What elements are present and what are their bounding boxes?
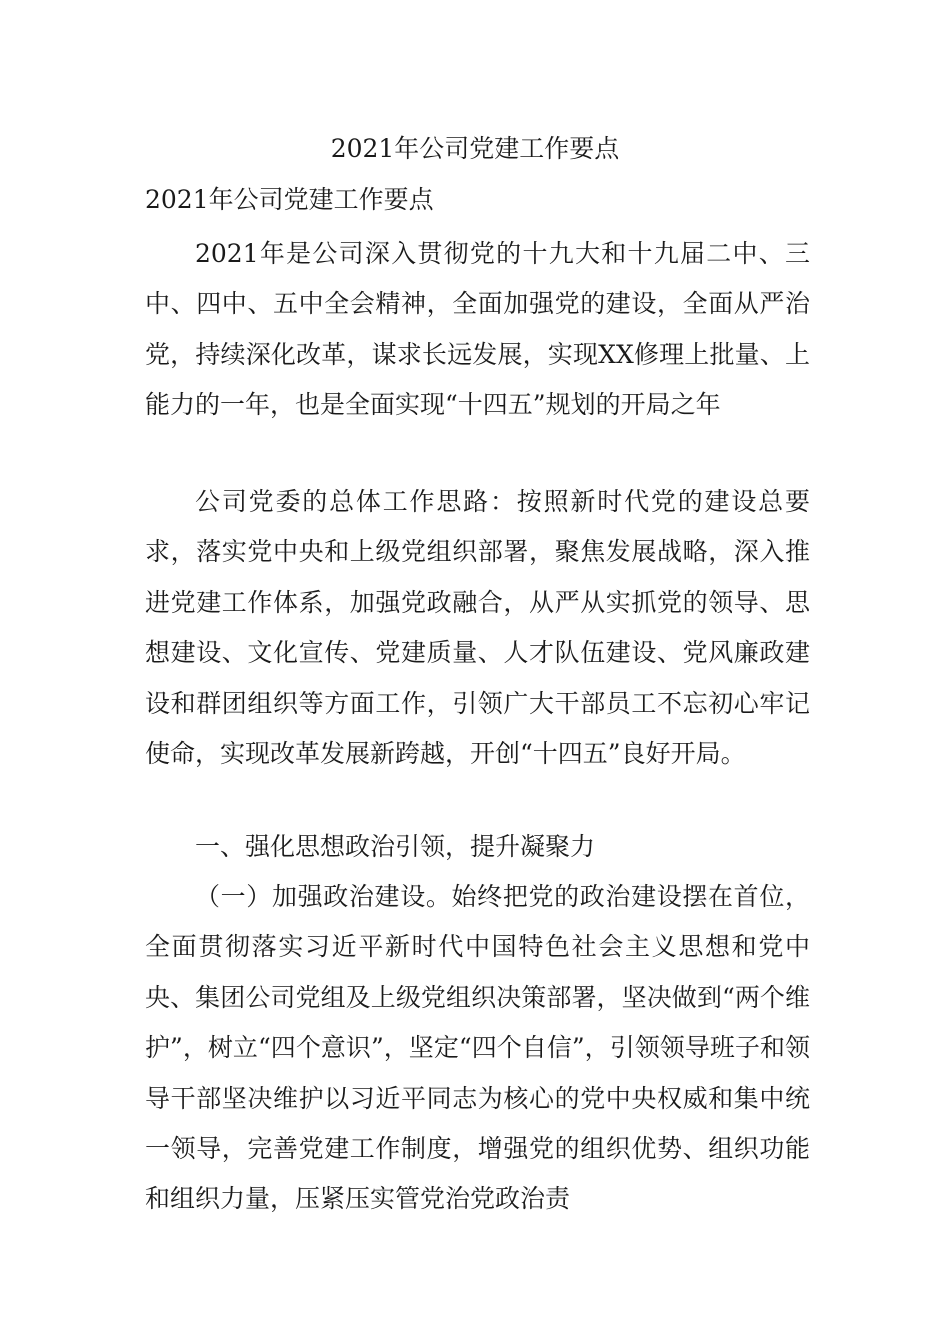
document-title: 2021年公司党建工作要点 — [330, 134, 620, 163]
document-subtitle: 2021年公司党建工作要点 — [145, 185, 434, 214]
paragraph-political-building: （一）加强政治建设。始终把党的政治建设摆在首位，全面贯彻落实习近平新时代中国特色社会主义思想和党中央、集团公司党组及上级党组织决策部署，坚决做到“两个维护”，树立“四个意识”，坚定“四个自信”，引领领导班子和领导干部坚决维护以习近平同志为核心的党中央权威和集中统一领导，完善党建工作制度，增强党的组织优势、组织功能和组织力量，压紧压实管党治党政治责 — [145, 882, 810, 1214]
paragraph-overall-approach: 公司党委的总体工作思路：按照新时代党的建设总要求，落实党中央和上级党组织部署，聚焦发展战略，深入推进党建工作体系，加强党政融合，从严从实抓党的领导、思想建设、文化宣传、党建质量、人才队伍建设、党风廉政建设和群团组织等方面工作，引领广大干部员工不忘初心牢记使命，实现改革发展新跨越，开创“十四五”良好开局。 — [145, 487, 810, 769]
section-heading-1: 一、强化思想政治引领，提升凝聚力 — [195, 832, 596, 861]
paragraph-intro: 2021年是公司深入贯彻党的十九大和十九届二中、三中、四中、五中全会精神，全面加强党的建设，全面从严治党，持续深化改革，谋求长远发展，实现XX修理上批量、上能力的一年，也是全面实现“十四五”规划的开局之年 — [145, 239, 810, 420]
